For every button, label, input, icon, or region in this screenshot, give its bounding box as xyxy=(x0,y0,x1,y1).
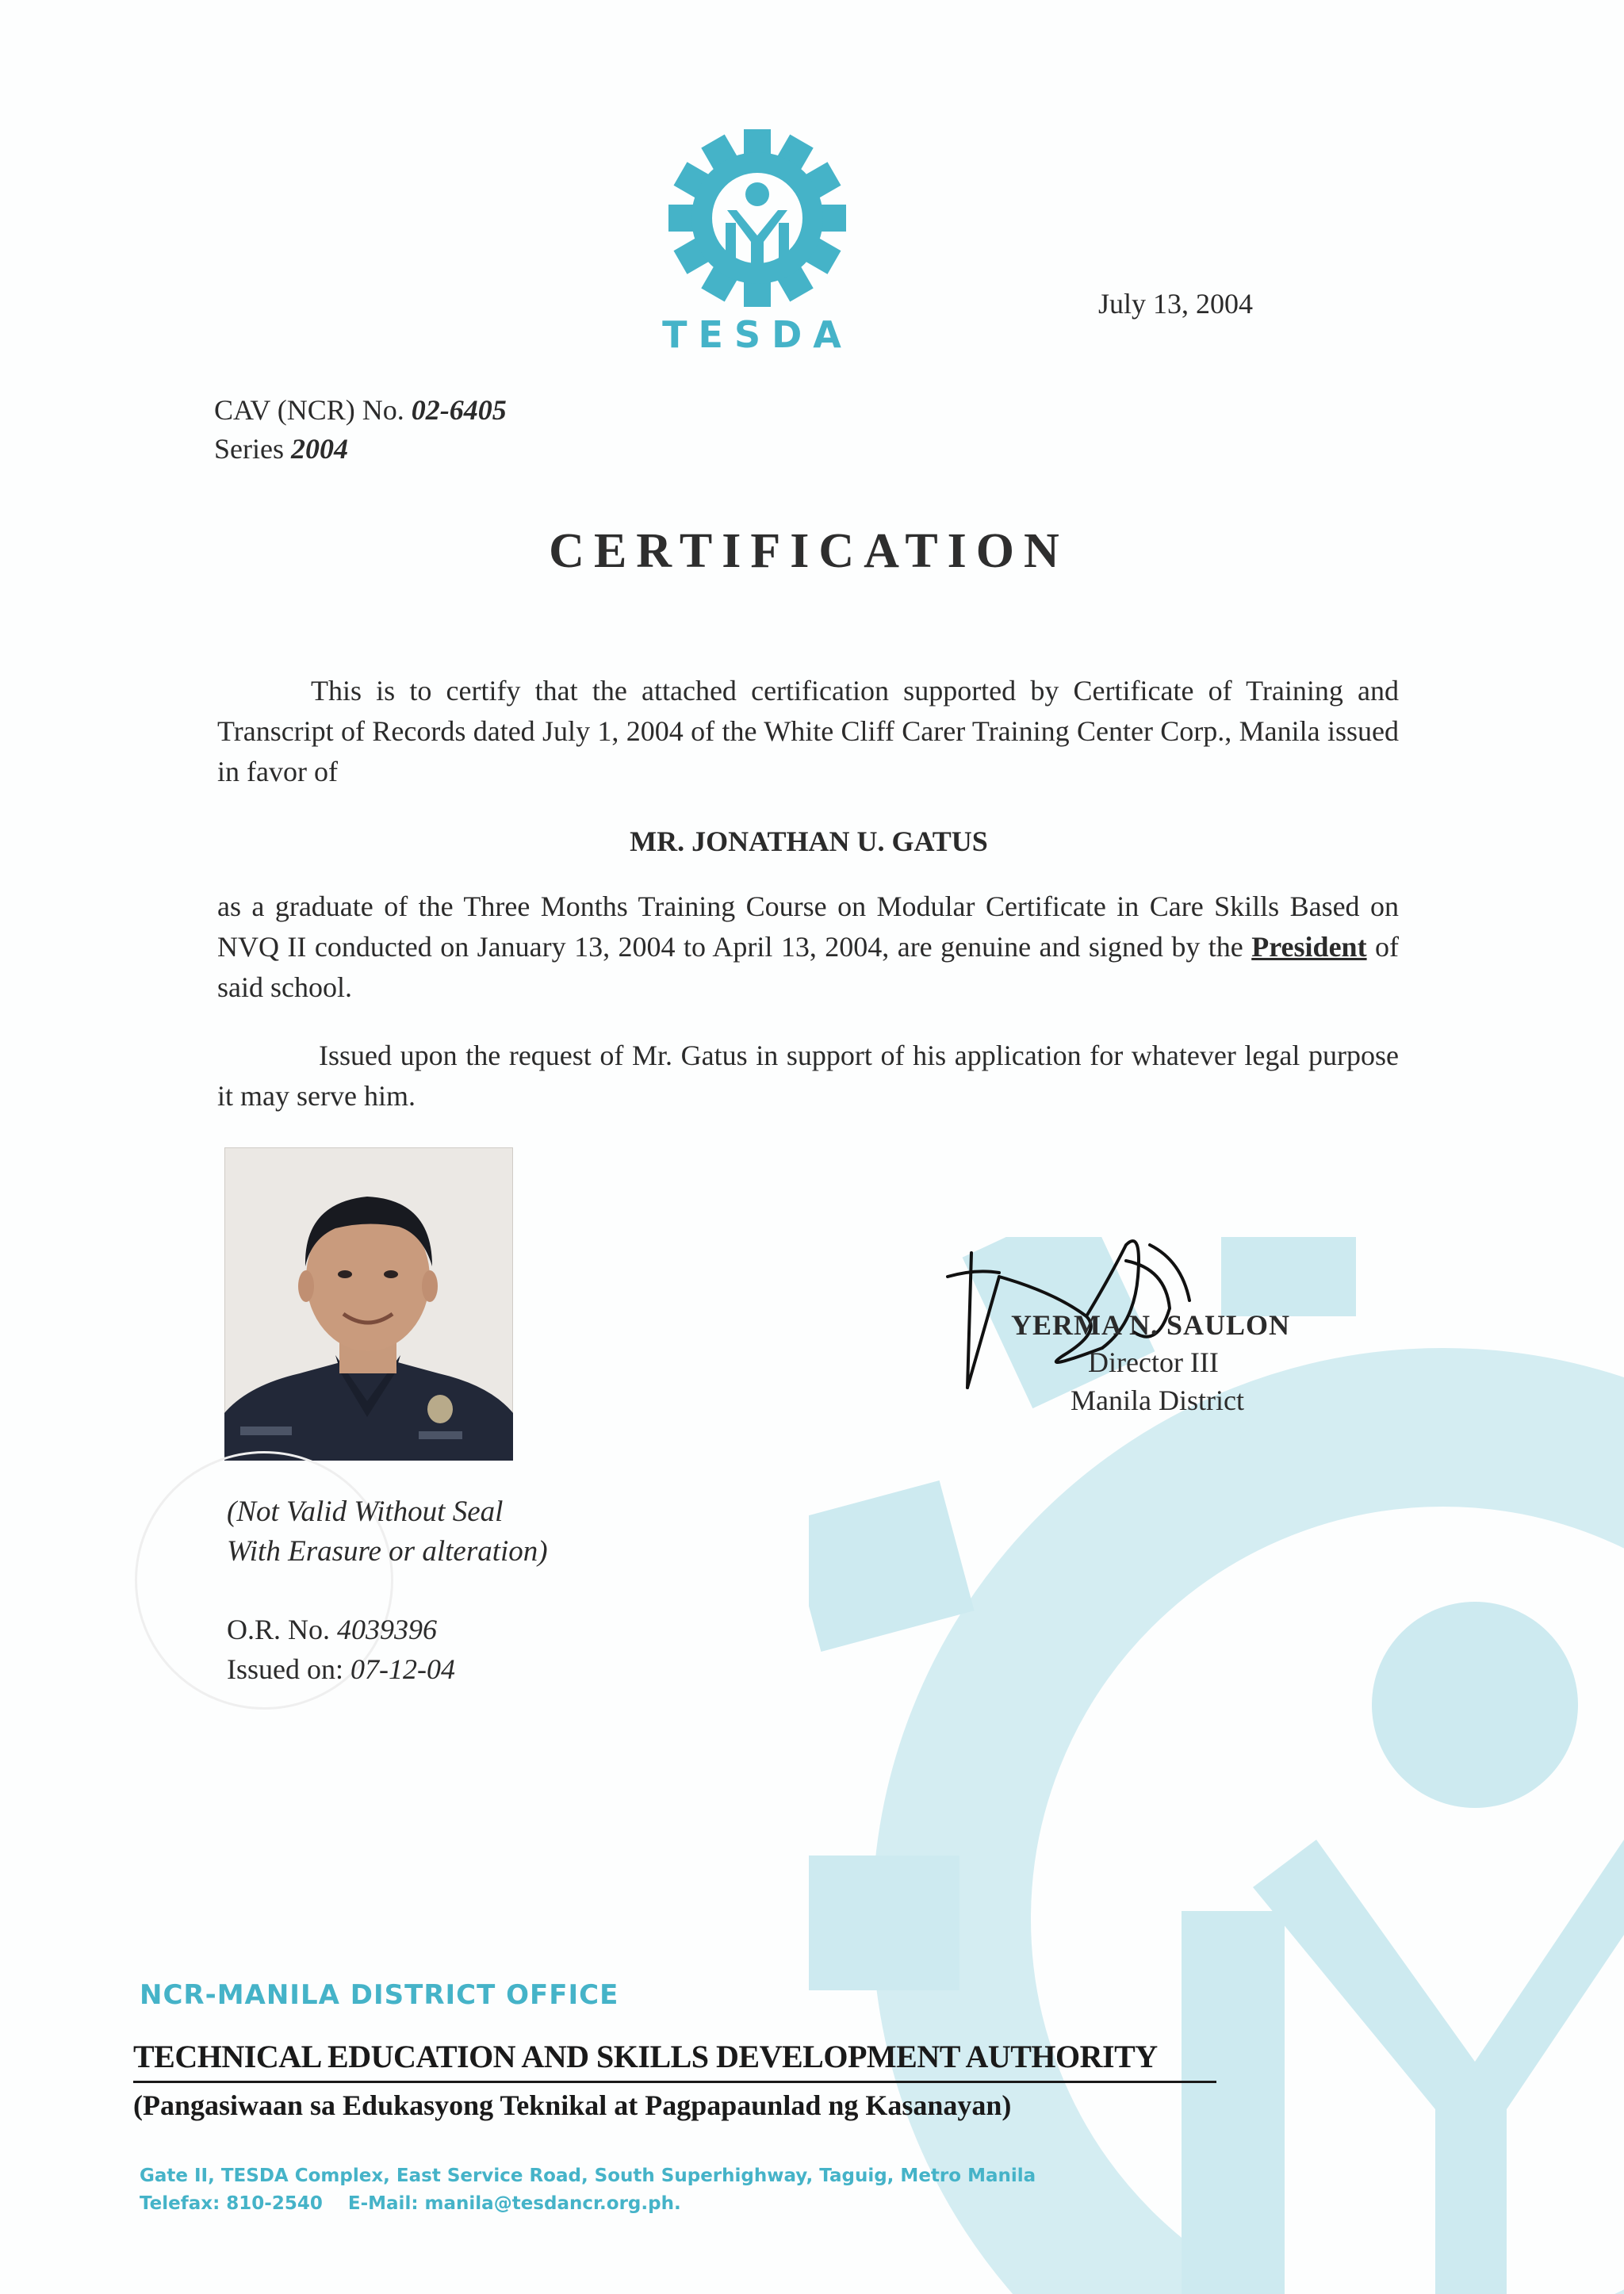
cav-number: 02-6405 xyxy=(411,394,507,426)
office-address: Gate II, TESDA Complex, East Service Road, South Superhighway, Taguig, Metro Manila xyxy=(140,2166,1036,2186)
email-address: manila@tesdancr.org.ph. xyxy=(424,2193,681,2214)
notice-line: With Erasure or alteration) xyxy=(227,1535,548,1568)
or-row xyxy=(227,1610,455,1649)
validity-notice xyxy=(227,1492,548,1572)
document-title: CERTIFICATION xyxy=(549,524,1069,578)
telefax-label: Telefax: xyxy=(140,2193,220,2214)
agency-name: TECHNICAL EDUCATION AND SKILLS DEVELOPMENT AUTHORITY xyxy=(133,2039,1158,2074)
graduate-text: as a graduate of the Three Months Training Course on Modular Certificate in Care Skills Based on NVQ II conducted on January 13, 2004 to April 13, 2004, are genuine and signed by the xyxy=(217,890,1399,963)
series-label: Series xyxy=(214,433,284,465)
cav-label: CAV (NCR) No. xyxy=(214,394,404,426)
tesda-gear-logo xyxy=(666,127,848,309)
signer-title: President xyxy=(1251,931,1367,963)
id-photo xyxy=(224,1147,513,1461)
series-year: 2004 xyxy=(290,433,348,465)
recipient-name: MR. JONATHAN U. GATUS xyxy=(630,825,988,857)
telefax-number: 810-2540 xyxy=(226,2193,323,2214)
logo-wordmark: TESDA xyxy=(662,313,852,356)
notice-line: (Not Valid Without Seal xyxy=(227,1496,504,1528)
document-date: July 13, 2004 xyxy=(1098,288,1254,320)
agency-name-filipino: (Pangasiwaan sa Edukasyong Teknikal at Pagpapaunlad ng Kasanayan) xyxy=(133,2089,1012,2121)
signatory-name: YERMA N. SAULON xyxy=(1011,1309,1291,1341)
district-office: NCR-MANILA DISTRICT OFFICE xyxy=(140,1979,619,2011)
or-label: O.R. No. xyxy=(227,1614,331,1645)
graduate-paragraph xyxy=(217,887,1399,1008)
email-label: E-Mail: xyxy=(347,2193,419,2214)
signatory-position: Director III xyxy=(1088,1346,1219,1378)
issued-row xyxy=(227,1649,455,1689)
cav-reference xyxy=(214,393,507,427)
request-paragraph: Issued upon the request of Mr. Gatus in support of his application for whatever legal purpose it may serve him. xyxy=(217,1040,1399,1112)
footer-divider xyxy=(133,2081,1216,2083)
cav-series xyxy=(214,432,348,465)
signatory-district: Manila District xyxy=(1071,1384,1244,1416)
issued-date: 07-12-04 xyxy=(350,1653,455,1685)
receipt-info xyxy=(227,1610,455,1689)
or-number: 4039396 xyxy=(337,1614,438,1645)
office-contact xyxy=(140,2193,681,2214)
issued-label: Issued on: xyxy=(227,1653,343,1685)
certification-paragraph: This is to certify that the attached certification supported by Certificate of Training and Transcript of Records dated July 1, 2004 of the White Cliff Carer Training Center Corp., Manila issued in favor of xyxy=(217,675,1399,787)
graduate-text-end: of said school. xyxy=(217,931,1400,1003)
